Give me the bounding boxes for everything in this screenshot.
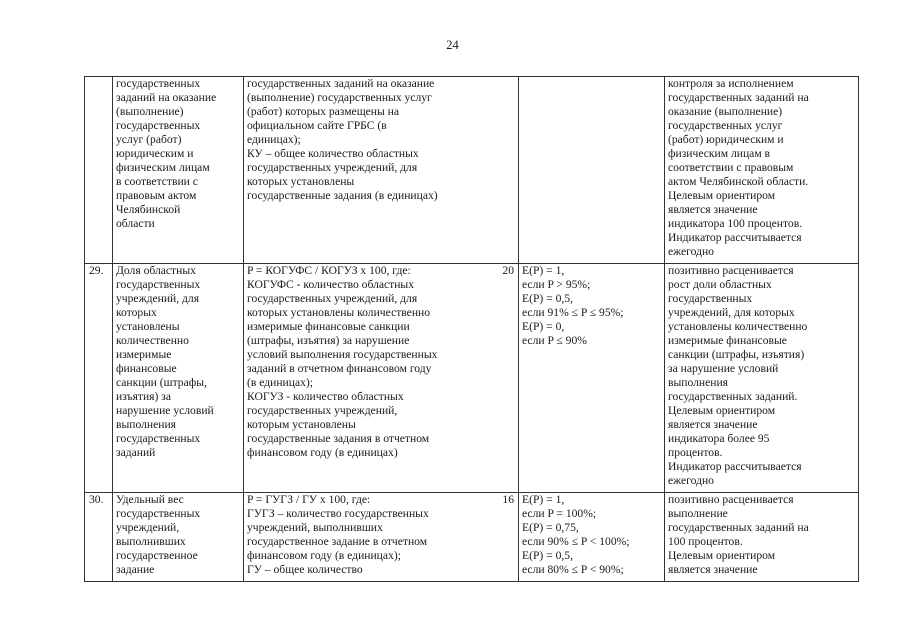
indicator-weight: 20: [495, 264, 519, 493]
table-row: [85, 493, 859, 582]
indicator-formula: P = КОГУФС / КОГУЗ x 100, где: КОГУФС - количество областных государственных учреждений, для которых установлены количественно измеримые финансовые санкции (штрафы, изъятия) за нарушение условий выполнения государственных заданий в отчетном финансовом году (в единицах); КОГУЗ - количество областных государственных учреждений, которым установлены государственные задания в отчетном финансовом году (в единицах): [244, 264, 495, 493]
indicator-score: E(P) = 1, если P > 95%; E(P) = 0,5, если 91% ≤ P ≤ 95%; E(P) = 0, если P ≤ 90%: [519, 264, 665, 493]
indicator-name: Удельный вес государственных учреждений, выполнивших государственное задание: [113, 493, 244, 582]
indicator-formula: P = ГУГЗ / ГУ x 100, где: ГУГЗ – количество государственных учреждений, выполнивших государственное задание в отчетном финансовом году (в единицах); ГУ – общее количество: [244, 493, 495, 582]
indicator-weight: 16: [495, 493, 519, 582]
indicator-score: [519, 77, 665, 264]
row-number: 29.: [85, 264, 113, 493]
indicator-name: Доля областных государственных учреждений, для которых установлены количественно измеримые финансовые санкции (штрафы, изъятия) за нарушение условий выполнения государственных заданий: [113, 264, 244, 493]
indicators-table: [84, 76, 859, 582]
table-row: [85, 77, 859, 264]
row-number: 30.: [85, 493, 113, 582]
indicator-formula: государственных заданий на оказание (выполнение) государственных услуг (работ) которых размещены на официальном сайте ГРБС (в единицах); КУ – общее количество областных государственных учреждений, для которых установлены государственные задания (в единицах): [244, 77, 495, 264]
indicator-weight: [495, 77, 519, 264]
table-row: [85, 264, 859, 493]
indicator-note: позитивно расценивается выполнение государственных заданий на 100 процентов. Целевым ориентиром является значение: [665, 493, 859, 582]
indicator-name: государственных заданий на оказание (выполнение) государственных услуг (работ) юридическим и физическим лицам в соответствии с правовым актом Челябинской области: [113, 77, 244, 264]
indicator-note: позитивно расценивается рост доли областных государственных учреждений, для которых установлены количественно измеримые финансовые санкции (штрафы, изъятия) за нарушение условий выполнения государственных заданий. Целевым ориентиром является значение индикатора более 95 процентов. Индикатор рассчитывается ежегодно: [665, 264, 859, 493]
row-number: [85, 77, 113, 264]
indicator-score: E(P) = 1, если P = 100%; E(P) = 0,75, если 90% ≤ P < 100%; E(P) = 0,5, если 80% ≤ P < 90%;: [519, 493, 665, 582]
indicator-note: контроля за исполнением государственных заданий на оказание (выполнение) государственных услуг (работ) юридическим и физическим лицам в соответствии с правовым актом Челябинской области. Целевым ориентиром является значение индикатора 100 процентов. Индикатор рассчитывается ежегодно: [665, 77, 859, 264]
page-number: 24: [446, 38, 459, 52]
